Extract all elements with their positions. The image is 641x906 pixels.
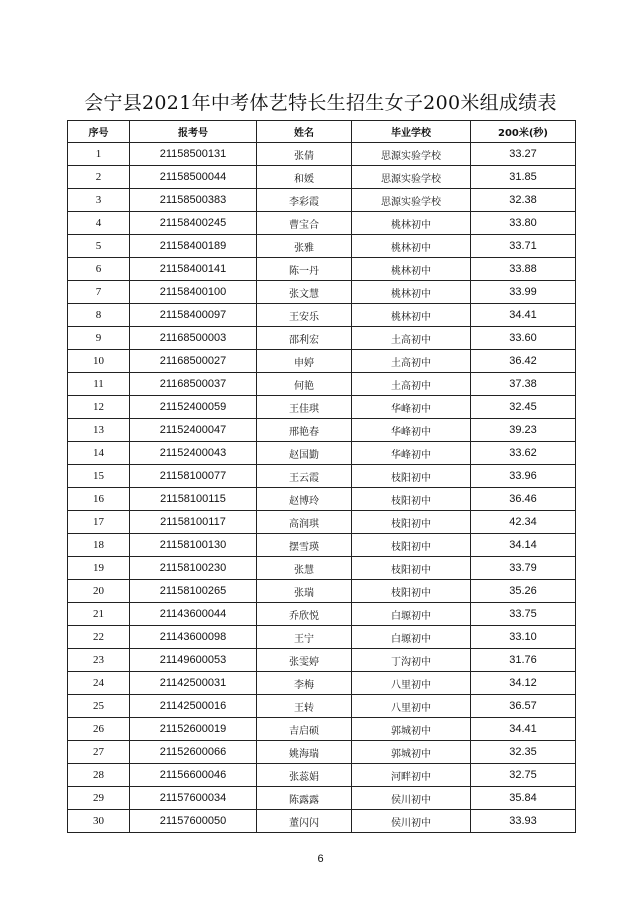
cell-exam-id: 21152400059 bbox=[130, 396, 257, 419]
cell-school: 丁沟初中 bbox=[352, 649, 471, 672]
header-name: 姓名 bbox=[257, 121, 352, 143]
cell-exam-id: 21143600098 bbox=[130, 626, 257, 649]
cell-school: 侯川初中 bbox=[352, 810, 471, 833]
cell-time: 35.26 bbox=[471, 580, 576, 603]
cell-time: 33.79 bbox=[471, 557, 576, 580]
cell-name: 高润琪 bbox=[257, 511, 352, 534]
cell-name: 张瑞 bbox=[257, 580, 352, 603]
cell-name: 赵国勤 bbox=[257, 442, 352, 465]
cell-name: 王佳琪 bbox=[257, 396, 352, 419]
cell-exam-id: 21152600066 bbox=[130, 741, 257, 764]
cell-name: 张慧 bbox=[257, 557, 352, 580]
cell-exam-id: 21158100230 bbox=[130, 557, 257, 580]
cell-time: 33.80 bbox=[471, 212, 576, 235]
cell-exam-id: 21158500383 bbox=[130, 189, 257, 212]
header-time: 200米(秒) bbox=[471, 121, 576, 143]
cell-name: 张倩 bbox=[257, 143, 352, 166]
cell-time: 33.71 bbox=[471, 235, 576, 258]
cell-name: 王转 bbox=[257, 695, 352, 718]
cell-name: 乔欣悦 bbox=[257, 603, 352, 626]
cell-exam-id: 21152400043 bbox=[130, 442, 257, 465]
table-row bbox=[68, 787, 576, 810]
cell-name: 摆雪瑛 bbox=[257, 534, 352, 557]
cell-school: 白塬初中 bbox=[352, 626, 471, 649]
cell-seq: 21 bbox=[68, 603, 130, 626]
cell-school: 桃林初中 bbox=[352, 235, 471, 258]
cell-time: 32.75 bbox=[471, 764, 576, 787]
cell-exam-id: 21168500037 bbox=[130, 373, 257, 396]
cell-exam-id: 21143600044 bbox=[130, 603, 257, 626]
cell-time: 31.85 bbox=[471, 166, 576, 189]
cell-time: 33.60 bbox=[471, 327, 576, 350]
cell-school: 枝阳初中 bbox=[352, 511, 471, 534]
cell-seq: 6 bbox=[68, 258, 130, 281]
table-row bbox=[68, 258, 576, 281]
table-row bbox=[68, 396, 576, 419]
cell-school: 郭城初中 bbox=[352, 741, 471, 764]
cell-exam-id: 21158100265 bbox=[130, 580, 257, 603]
cell-name: 李梅 bbox=[257, 672, 352, 695]
cell-school: 土高初中 bbox=[352, 350, 471, 373]
cell-seq: 13 bbox=[68, 419, 130, 442]
cell-name: 何艳 bbox=[257, 373, 352, 396]
table-row bbox=[68, 166, 576, 189]
table-row bbox=[68, 419, 576, 442]
table-row bbox=[68, 603, 576, 626]
header-seq: 序号 bbox=[68, 121, 130, 143]
cell-school: 思源实验学校 bbox=[352, 189, 471, 212]
table-row bbox=[68, 764, 576, 787]
cell-name: 赵博玲 bbox=[257, 488, 352, 511]
cell-exam-id: 21158400097 bbox=[130, 304, 257, 327]
cell-exam-id: 21156600046 bbox=[130, 764, 257, 787]
table-row bbox=[68, 488, 576, 511]
table-row bbox=[68, 695, 576, 718]
cell-seq: 15 bbox=[68, 465, 130, 488]
cell-school: 枝阳初中 bbox=[352, 580, 471, 603]
cell-name: 张文慧 bbox=[257, 281, 352, 304]
cell-seq: 30 bbox=[68, 810, 130, 833]
cell-time: 33.75 bbox=[471, 603, 576, 626]
cell-seq: 19 bbox=[68, 557, 130, 580]
cell-seq: 4 bbox=[68, 212, 130, 235]
cell-school: 枝阳初中 bbox=[352, 488, 471, 511]
cell-seq: 26 bbox=[68, 718, 130, 741]
cell-school: 八里初中 bbox=[352, 672, 471, 695]
cell-name: 姚海瑞 bbox=[257, 741, 352, 764]
table-row bbox=[68, 672, 576, 695]
cell-name: 和媛 bbox=[257, 166, 352, 189]
cell-school: 河畔初中 bbox=[352, 764, 471, 787]
cell-time: 39.23 bbox=[471, 419, 576, 442]
cell-seq: 12 bbox=[68, 396, 130, 419]
cell-exam-id: 21158100077 bbox=[130, 465, 257, 488]
cell-exam-id: 21158400189 bbox=[130, 235, 257, 258]
cell-time: 36.46 bbox=[471, 488, 576, 511]
cell-school: 华峰初中 bbox=[352, 442, 471, 465]
cell-seq: 24 bbox=[68, 672, 130, 695]
cell-school: 桃林初中 bbox=[352, 212, 471, 235]
table-body bbox=[68, 143, 576, 833]
cell-school: 桃林初中 bbox=[352, 304, 471, 327]
cell-exam-id: 21157600034 bbox=[130, 787, 257, 810]
cell-seq: 25 bbox=[68, 695, 130, 718]
cell-time: 32.45 bbox=[471, 396, 576, 419]
cell-seq: 8 bbox=[68, 304, 130, 327]
table-row bbox=[68, 281, 576, 304]
table-row bbox=[68, 465, 576, 488]
table-header-row bbox=[68, 121, 576, 143]
cell-exam-id: 21158400141 bbox=[130, 258, 257, 281]
table-row bbox=[68, 212, 576, 235]
cell-seq: 20 bbox=[68, 580, 130, 603]
table-row bbox=[68, 810, 576, 833]
cell-school: 枝阳初中 bbox=[352, 465, 471, 488]
cell-exam-id: 21158100130 bbox=[130, 534, 257, 557]
cell-school: 桃林初中 bbox=[352, 281, 471, 304]
cell-school: 思源实验学校 bbox=[352, 166, 471, 189]
cell-time: 33.99 bbox=[471, 281, 576, 304]
cell-name: 张雯婷 bbox=[257, 649, 352, 672]
results-table bbox=[67, 120, 576, 833]
cell-name: 王安乐 bbox=[257, 304, 352, 327]
cell-time: 34.41 bbox=[471, 304, 576, 327]
cell-school: 白塬初中 bbox=[352, 603, 471, 626]
cell-name: 王宁 bbox=[257, 626, 352, 649]
table-row bbox=[68, 143, 576, 166]
cell-time: 33.93 bbox=[471, 810, 576, 833]
cell-seq: 28 bbox=[68, 764, 130, 787]
cell-exam-id: 21158100117 bbox=[130, 511, 257, 534]
cell-seq: 16 bbox=[68, 488, 130, 511]
cell-time: 36.42 bbox=[471, 350, 576, 373]
cell-exam-id: 21152600019 bbox=[130, 718, 257, 741]
table-row bbox=[68, 649, 576, 672]
cell-time: 36.57 bbox=[471, 695, 576, 718]
cell-school: 枝阳初中 bbox=[352, 534, 471, 557]
cell-seq: 11 bbox=[68, 373, 130, 396]
cell-seq: 23 bbox=[68, 649, 130, 672]
table-row bbox=[68, 626, 576, 649]
cell-time: 34.41 bbox=[471, 718, 576, 741]
cell-school: 华峰初中 bbox=[352, 419, 471, 442]
table-row bbox=[68, 304, 576, 327]
cell-exam-id: 21152400047 bbox=[130, 419, 257, 442]
cell-time: 32.38 bbox=[471, 189, 576, 212]
cell-time: 31.76 bbox=[471, 649, 576, 672]
cell-exam-id: 21149600053 bbox=[130, 649, 257, 672]
cell-school: 土高初中 bbox=[352, 327, 471, 350]
cell-school: 土高初中 bbox=[352, 373, 471, 396]
cell-time: 33.96 bbox=[471, 465, 576, 488]
cell-name: 张蕊娟 bbox=[257, 764, 352, 787]
cell-name: 张雅 bbox=[257, 235, 352, 258]
cell-seq: 2 bbox=[68, 166, 130, 189]
cell-school: 华峰初中 bbox=[352, 396, 471, 419]
table-row bbox=[68, 718, 576, 741]
table-row bbox=[68, 350, 576, 373]
cell-seq: 18 bbox=[68, 534, 130, 557]
cell-time: 32.35 bbox=[471, 741, 576, 764]
cell-name: 邢艳春 bbox=[257, 419, 352, 442]
cell-exam-id: 21158400245 bbox=[130, 212, 257, 235]
cell-exam-id: 21158500131 bbox=[130, 143, 257, 166]
cell-name: 董闪闪 bbox=[257, 810, 352, 833]
header-school: 毕业学校 bbox=[352, 121, 471, 143]
cell-seq: 5 bbox=[68, 235, 130, 258]
cell-exam-id: 21168500003 bbox=[130, 327, 257, 350]
cell-seq: 29 bbox=[68, 787, 130, 810]
cell-time: 37.38 bbox=[471, 373, 576, 396]
cell-name: 陈露露 bbox=[257, 787, 352, 810]
cell-time: 33.62 bbox=[471, 442, 576, 465]
cell-seq: 14 bbox=[68, 442, 130, 465]
cell-school: 枝阳初中 bbox=[352, 557, 471, 580]
cell-school: 侯川初中 bbox=[352, 787, 471, 810]
table-row bbox=[68, 442, 576, 465]
cell-time: 33.10 bbox=[471, 626, 576, 649]
cell-exam-id: 21158100115 bbox=[130, 488, 257, 511]
table-row bbox=[68, 741, 576, 764]
cell-name: 吉启硕 bbox=[257, 718, 352, 741]
cell-time: 42.34 bbox=[471, 511, 576, 534]
table-row bbox=[68, 189, 576, 212]
cell-seq: 22 bbox=[68, 626, 130, 649]
table-row bbox=[68, 373, 576, 396]
cell-seq: 7 bbox=[68, 281, 130, 304]
cell-name: 王云霞 bbox=[257, 465, 352, 488]
cell-time: 34.14 bbox=[471, 534, 576, 557]
page-number: 6 bbox=[317, 853, 324, 865]
cell-time: 34.12 bbox=[471, 672, 576, 695]
cell-seq: 9 bbox=[68, 327, 130, 350]
table-row bbox=[68, 580, 576, 603]
cell-name: 李彩霞 bbox=[257, 189, 352, 212]
cell-name: 陈一丹 bbox=[257, 258, 352, 281]
cell-exam-id: 21158500044 bbox=[130, 166, 257, 189]
cell-seq: 3 bbox=[68, 189, 130, 212]
cell-exam-id: 21157600050 bbox=[130, 810, 257, 833]
cell-school: 郭城初中 bbox=[352, 718, 471, 741]
table-row bbox=[68, 235, 576, 258]
table-row bbox=[68, 534, 576, 557]
cell-time: 33.88 bbox=[471, 258, 576, 281]
cell-exam-id: 21142500031 bbox=[130, 672, 257, 695]
cell-name: 曹宝合 bbox=[257, 212, 352, 235]
cell-seq: 17 bbox=[68, 511, 130, 534]
cell-school: 桃林初中 bbox=[352, 258, 471, 281]
cell-time: 33.27 bbox=[471, 143, 576, 166]
cell-name: 申婷 bbox=[257, 350, 352, 373]
cell-school: 思源实验学校 bbox=[352, 143, 471, 166]
cell-time: 35.84 bbox=[471, 787, 576, 810]
table-row bbox=[68, 557, 576, 580]
cell-school: 八里初中 bbox=[352, 695, 471, 718]
cell-exam-id: 21168500027 bbox=[130, 350, 257, 373]
cell-seq: 1 bbox=[68, 143, 130, 166]
table-row bbox=[68, 511, 576, 534]
cell-seq: 27 bbox=[68, 741, 130, 764]
cell-name: 邵利宏 bbox=[257, 327, 352, 350]
cell-seq: 10 bbox=[68, 350, 130, 373]
cell-exam-id: 21158400100 bbox=[130, 281, 257, 304]
table-row bbox=[68, 327, 576, 350]
document-title: 会宁县2021年中考体艺特长生招生女子200米组成绩表 bbox=[84, 92, 557, 114]
header-exam-id: 报考号 bbox=[130, 121, 257, 143]
cell-exam-id: 21142500016 bbox=[130, 695, 257, 718]
